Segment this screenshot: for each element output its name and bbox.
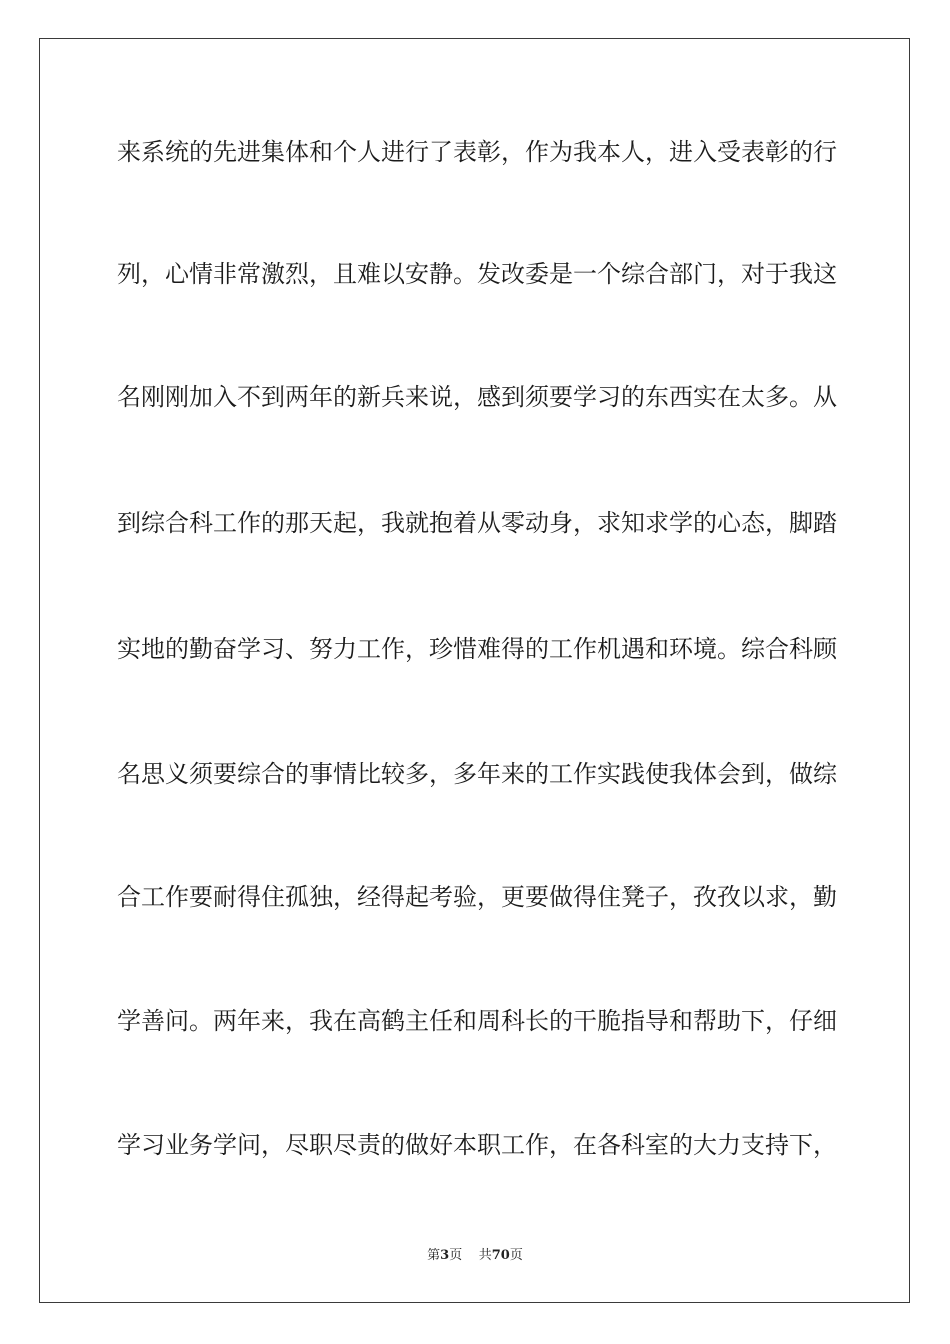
footer-total-prefix: 共 (478, 1248, 492, 1263)
body-text-line-3: 名刚刚加入不到两年的新兵来说，感到须要学习的东西实在太多。从 (117, 383, 837, 411)
footer-page-number: 3 (440, 1248, 450, 1263)
footer-page-prefix: 第 (427, 1248, 441, 1263)
body-text-line-8: 学善问。两年来，我在高鹤主任和周科长的干脆指导和帮助下，仔细 (117, 1007, 837, 1035)
footer-total-pages: 70 (491, 1248, 510, 1263)
body-text-line-9: 学习业务学问，尽职尽责的做好本职工作，在各科室的大力支持下， (117, 1131, 837, 1159)
footer-page-suffix: 页 (449, 1248, 463, 1263)
body-text-line-2: 列，心情非常激烈，且难以安静。发改委是一个综合部门，对于我这 (117, 260, 837, 288)
body-text-line-1: 来系统的先进集体和个人进行了表彰，作为我本人，进入受表彰的行 (117, 138, 837, 166)
body-text-line-4: 到综合科工作的那天起，我就抱着从零动身，求知求学的心态，脚踏 (117, 509, 837, 537)
page-border (39, 38, 910, 1303)
footer-total-suffix: 页 (509, 1248, 523, 1263)
page-footer (0, 1248, 950, 1264)
body-text-line-7: 合工作要耐得住孤独，经得起考验，更要做得住凳子，孜孜以求，勤 (117, 883, 837, 911)
body-text-line-5: 实地的勤奋学习、努力工作，珍惜难得的工作机遇和环境。综合科顾 (117, 635, 837, 663)
body-text-line-6: 名思义须要综合的事情比较多，多年来的工作实践使我体会到，做综 (117, 760, 837, 788)
